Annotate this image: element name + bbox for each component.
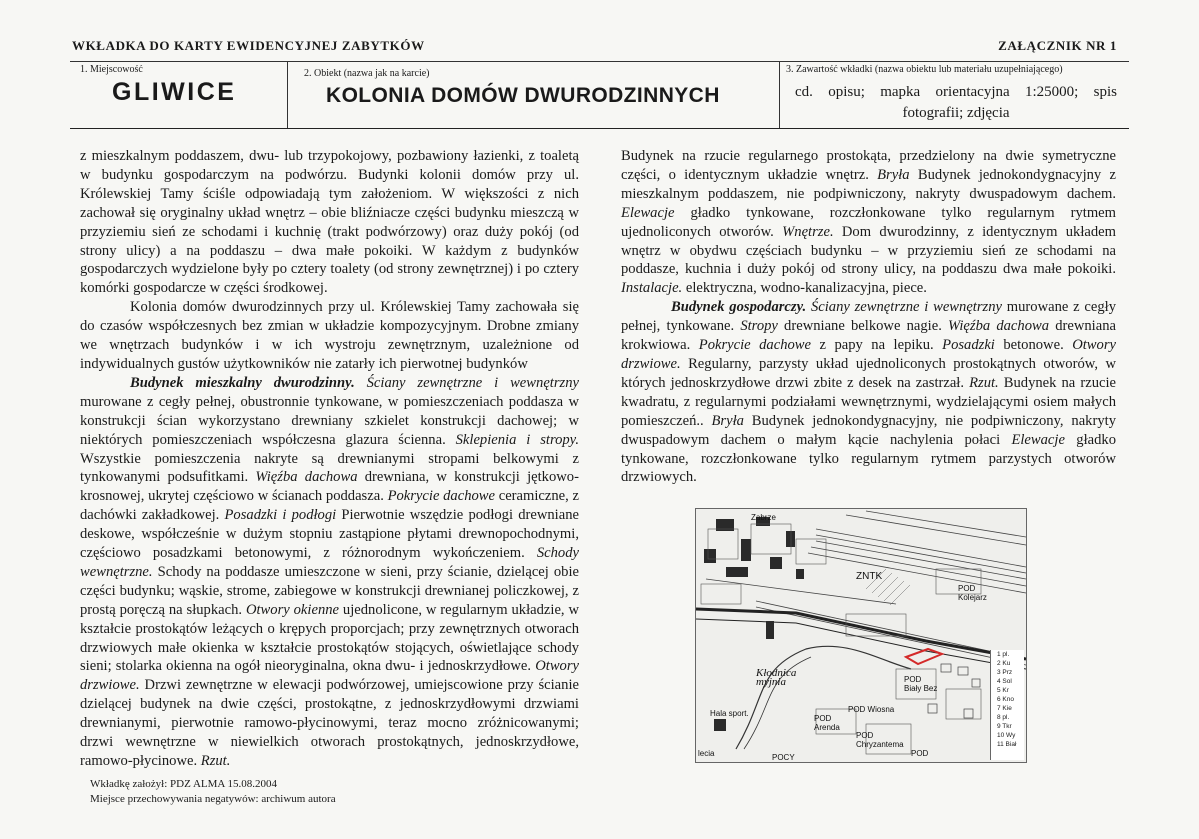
text-elevations-2: gładko tynkowane, rozczłonkowane tylko regularnym rytmem parzystych otworów drzwiowych. [621,431,1116,486]
object-value: KOLONIA DOMÓW DWURODZINNYCH [326,84,720,107]
map-label-lecia: lecia [698,749,715,758]
map-label-pod-arenda: POD Arenda [814,714,840,732]
legend-item: 4 Sol [997,678,1012,685]
text-roofing-2: z papy na lepiku. [811,337,943,354]
text-doors: Drzwi zewnętrzne w elewacji podwórzowej, umiejscowione przy ścianie dzielącej budynek na dwie części, prostokątne, z jednoskrzydłowymi drzwiami drewnianymi, pierwotnie ramowo-płycinowymi, teraz mocno zróżnicowanymi; drzwi wewnętrzne w niewielkich otworach prostokątnych, jednoskrzydłowe, ramowo-płycinowe. [80,677,579,769]
map-label-hala: Hala sport. [710,709,749,718]
term-floors-2: Posadzki [942,337,995,354]
term-roofing-2: Pokrycie dachowe [698,337,812,354]
term-roof-truss-2: Więźba dachowa [948,318,1050,335]
card-title: WKŁADKA DO KARTY EWIDENCYJNEJ ZABYTKÓW [72,38,425,53]
legend-item: 1 pl. [997,651,1010,658]
term-walls: Ściany zewnętrzne i wewnętrzny [366,374,579,391]
legend-item: 2 Ku [997,660,1011,667]
text-column-left [80,147,579,771]
legend-item: 8 pl. [997,714,1010,721]
legend-item: 7 Kie [997,705,1012,712]
paragraph-residential-building [80,374,579,771]
text-roofing: ceramiczne, z dachówki zakładkowej. [80,488,579,524]
legend-item: 5 Kr [997,687,1009,694]
legend-item: 11 Biał [997,741,1017,748]
paragraph-plan-continued [621,147,1116,298]
box-divider-2 [779,61,780,128]
text-ceilings: Wszystkie pomieszczenia nakryte są drewnianymi stropami belkowymi z tynkowanymi podsufitkami. [80,450,579,486]
text-walls-2: murowane z cegły pełnej, tynkowane. [621,299,1117,335]
text-massing: Budynek jednokondygnacyjny z mieszkalnym poddaszem, nie podpiwniczony, nakryty dwuspadowym dachem. [621,166,1116,202]
map-label-pod-wiosna: POD Wiosna [848,705,895,714]
text-roof-truss-2: drewniana krokwiowa. [621,318,1116,354]
paragraph-colony: Kolonia domów dwurodzinnych przy ul. Królewskiej Tamy zachowała się do czasów współczesnych bez zmian w układzie kompozycyjnym. Drobne zmiany we wnętrzach budynków i w ich wystroju zewnętrznym, uzależnione od indywidualnych gustów użytkowników nie zatarły ich pierwotnej budynków [80,299,579,372]
term-doors-2: Otwory drzwiowe. [621,337,1116,372]
text-ceilings-2: drewniane belkowe nagie. [777,318,949,335]
term-roofing: Pokrycie dachowe [387,488,496,505]
text-elevations: gładko tynkowane, rozczłonkowane tylko regularnym rytmem ujednoliconych otworów. [621,204,1116,240]
term-walls-2: Ściany zewnętrzne i wewnętrzny [806,299,1002,316]
box-divider-1 [287,61,288,128]
map-label-pod-chryzantema: POD Chryzantema [856,731,904,749]
term-installations: Instalacje. [621,280,683,297]
term-roof-truss: Więźba dachowa [255,469,358,486]
map-label-zntk: ZNTK [856,571,883,582]
map-legend [990,650,1024,760]
text-floors: Pierwotnie wszędzie podłogi drewniane deskowe, współcześnie w dużym stopniu zastąpione płytami drewnopochodnymi, częściowo posadzkami betonowymi, z różnorodnym wykończeniem. [80,507,579,562]
contents-label: 3. Zawartość wkładki (nazwa obiektu lub materiału uzupełniającego) [786,64,1063,75]
contents-value: cd. opisu; mapka orientacyjna 1:25000; spis fotografii; zdjęcia [795,84,1117,121]
term-interior: Wnętrze. [782,223,834,240]
footer-note [90,777,336,807]
term-stairs: Schody wewnętrzne. [80,545,579,580]
legend-item: 10 Wy [997,732,1016,739]
text-roof-truss: drewniana, w konstrukcji jętkowo-krosnowej, ukrytej częściowo w ścianach poddasza. [80,469,579,505]
term-elevations: Elewacje [621,204,675,221]
term-plan-2: Rzut. [969,374,999,391]
footer-negatives-location: Miejsce przechowywania negatywów: archiwum autora [90,793,336,805]
text-plan-2: Budynek na rzucie kwadratu, z regularnymi podziałami wewnętrznymi, wydzielającymi osiem małych pomieszczeń.. [621,374,1116,429]
map-label-zabrze: Zabrze [751,513,776,522]
legend-item: 9 Tkr [997,723,1012,730]
object-label: 2. Obiekt (nazwa jak na karcie) [304,68,430,79]
term-doors: Otwory drzwiowe. [80,658,579,694]
map-label-pod-kolejarz: POD Kolejarz [958,584,987,602]
boxes-bottom-rule [70,128,1129,129]
text-installations: elektryczna, wodno-kanalizacyjna, piece. [682,280,927,297]
text-stairs: Schody na poddasze umieszczone w sieni, przy ścianie, dzielącej obie części budynku; wąskie, strome, zabiegowe w konstrukcji drewnianej policzkowej, z prostą poręczą na słupkach. [80,563,579,618]
term-massing: Bryła [877,166,910,183]
header-rule [70,61,1129,62]
term-plan: Rzut. [200,753,231,769]
heading-residential: Budynek mieszkalny dwurodzinny. [130,374,355,391]
text-walls: murowane z cegły pełnej, obustronnie tynkowane, w pomieszczeniach poddasza w konstrukcji ścian wykorzystano drewniany szkielet konstrukcji dachowej; w niektórych pomieszczeniach współczesna glazura ścienna. [80,393,579,448]
locality-label: 1. Miejscowość [80,64,143,75]
map-label-cut-bottom: POCY [772,753,795,762]
term-elevations-2: Elewacje [1011,431,1065,448]
paragraph-ground-floor: z mieszkalnym poddaszem, dwu- lub trzypokojowy, pozbawiony łazienki, z toaletą w budynku gospodarczym na podwórzu. Budynki kolonii domów przy ul. Królewskiej Tamy ściśle odpowiadają tym założeniom. W większości z nich zachował się oryginalny układ wnętrz – obie bliźniacze części budynku mieszczą w przyziemiu sień ze schodami i kuchnię (trakt podwórzowy) oraz duży pokój (od strony ulicy) a na poddaszu – dwa małe pokoiki. W każdym z budynków gospodarczych wydzielone były po cztery toalety (od strony zewnętrznej) i po cztery komórki gospodarcze w części środkowej. [80,148,579,297]
orientation-map [695,508,1027,763]
locality-value: GLIWICE [112,78,237,106]
text-windows: ujednolicone, w regularnym układzie, w kształcie prostokątów leżących o krępych proporcjach; przy zewnętrznych otworach drzwiowych małe okienka w kształcie prostokątów stojących, oświetlające schody sieni; stolarka okienna na ogół nieoryginalna, okna dwu- i jednoskrzydłowe. [80,601,580,675]
map-linework [696,509,1026,762]
legend-item: 6 Kno [997,696,1014,703]
map-label-pod-bottom: POD [911,749,929,758]
term-windows: Otwory okienne [245,601,340,618]
term-ceilings-2: Stropy [740,318,778,335]
paragraph-outbuilding [621,298,1116,487]
term-ceilings: Sklepienia i stropy. [455,431,580,448]
text-doors-2: Regularny, parzysty układ ujednoliconych prostokątnych otworów, w których jednoskrzydłowe drzwi zbite z desek na zastrzał. [621,355,1116,391]
attachment-number: ZAŁĄCZNIK NR 1 [998,38,1117,53]
text-interior: Dom dwurodzinny, z identycznym układem wnętrz w obydwu częściach budynku – w przyziemiu sień ze schodami na poddasze, kuchnia i duży pokój od strony ulicy, na poddaszu dwa małe pokoiki. [621,223,1117,278]
footer-created-by: Wkładkę założył: PDZ ALMA 15.08.2004 [90,778,277,790]
legend-item: 3 Prz [997,669,1013,676]
term-floors: Posadzki i podłogi [224,507,337,524]
text-massing-2: Budynek jednokondygnacyjny, nie podpiwniczony, nakryty dwuspadowym dachem o małym kącie nachylenia połaci [621,412,1116,448]
map-label-klodnica: Kłodnica myjnia [756,667,797,688]
map-label-pod-bialy-bez: POD Biały Bez [904,675,938,693]
heading-outbuilding: Budynek gospodarczy. [671,299,807,316]
term-massing-2: Bryła [711,412,744,429]
text-plan: Budynek na rzucie regularnego prostokąta, przedzielony na dwie symetryczne części, o identycznym układzie wnętrz. [621,148,1116,183]
text-column-right [621,147,1116,487]
text-floors-2: betonowe. [994,337,1073,354]
